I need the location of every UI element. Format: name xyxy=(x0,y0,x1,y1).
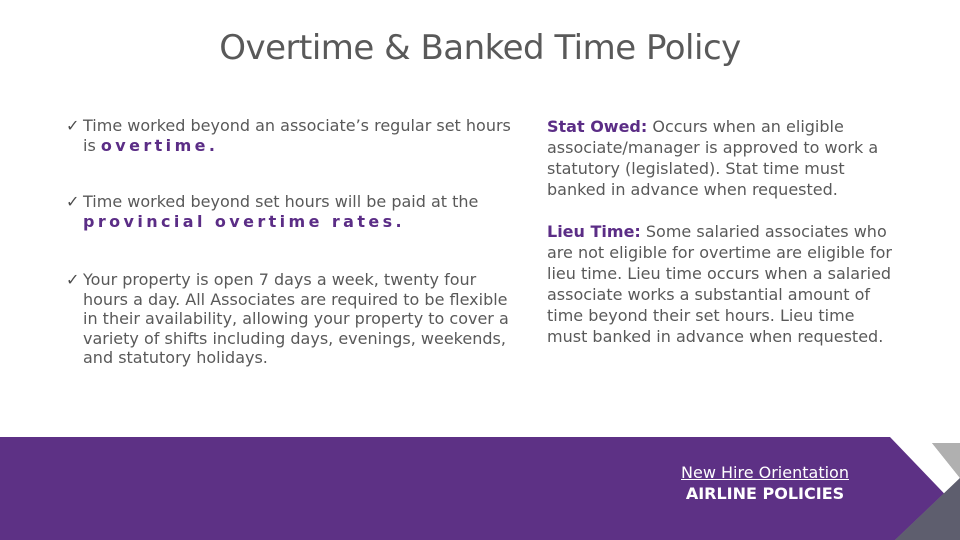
stat-owed-text: Occurs when an eligible associate/manager is approved to work a statutory (legislated). Stat time must banked in advance when requested. xyxy=(547,117,879,199)
footer-subtitle: AIRLINE POLICIES xyxy=(685,484,845,503)
bullet-text: Time worked beyond an associate’s regular set hours is xyxy=(83,116,511,155)
lieu-time-text: Some salaried associates who are not eligible for overtime are eligible for lieu time. Lieu time occurs when a salaried associate works a substantial amount of time beyond their set hours. Lieu time must banked in advance when requested. xyxy=(547,222,892,346)
checkmark-icon: ✓ xyxy=(66,116,80,135)
checkmark-icon: ✓ xyxy=(66,270,80,289)
footer-text xyxy=(640,462,890,504)
lieu-time-term: Lieu Time: xyxy=(547,222,641,241)
bullet-text: Time worked beyond set hours will be paid at the xyxy=(83,192,479,211)
bullet-accent: provincial overtime rates. xyxy=(83,211,406,231)
stat-owed-term: Stat Owed: xyxy=(547,117,648,136)
new-hire-orientation-link[interactable]: New Hire Orientation xyxy=(681,463,849,482)
slide-title: Overtime & Banked Time Policy xyxy=(219,28,741,68)
checkmark-icon: ✓ xyxy=(66,192,80,211)
bullet-accent: overtime. xyxy=(100,135,219,155)
bullet-text: Your property is open 7 days a week, twenty four hours a day. All Associates are required to be flexible in their availability, allowing your property to cover a variety of shifts including days, evenings, weekends, and statutory holidays. xyxy=(83,270,509,367)
